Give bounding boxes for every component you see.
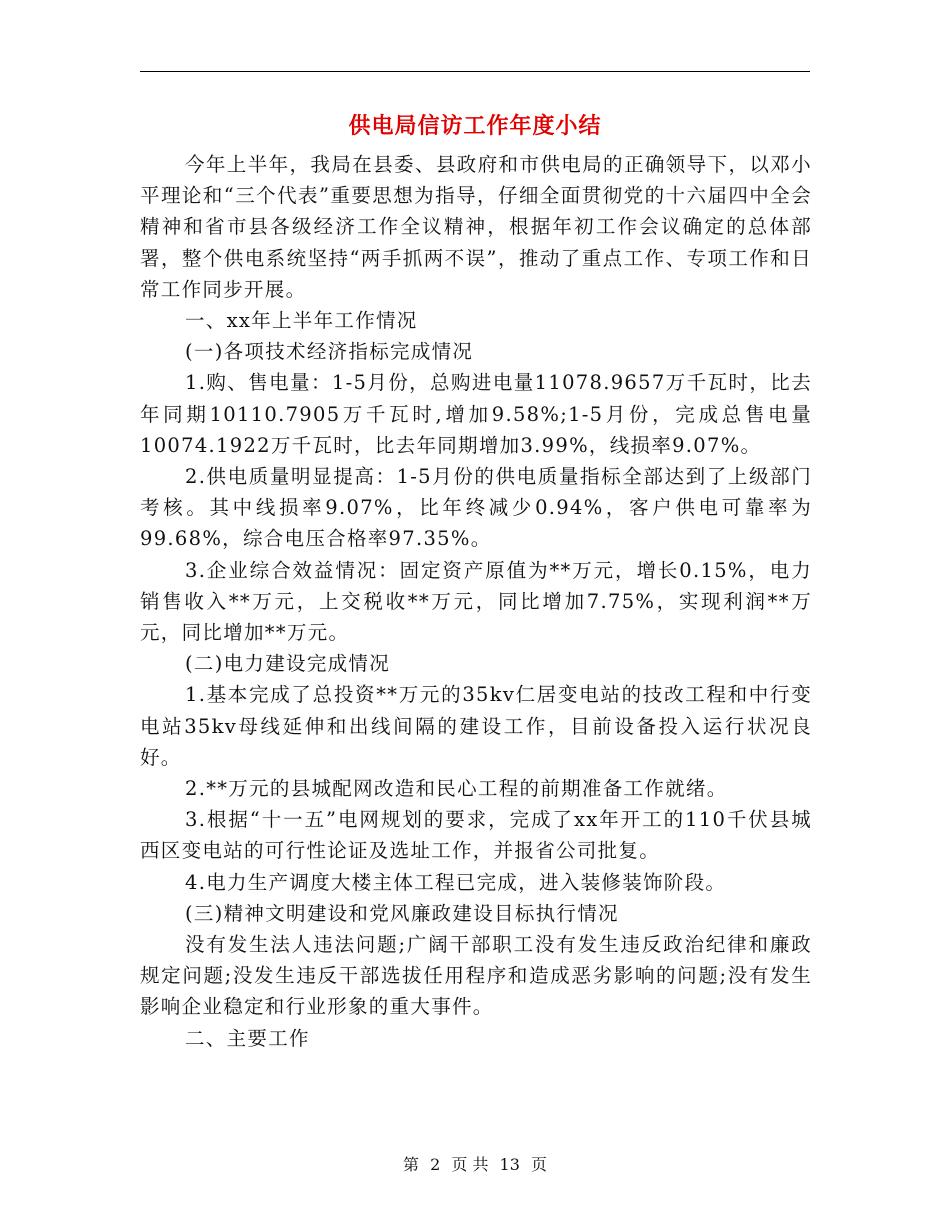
page-footer [0,1153,950,1177]
footer-mid: 页 共 [451,1155,489,1174]
paragraph-intro: 今年上半年，我局在县委、县政府和市供电局的正确领导下，以邓小平理论和“三个代表”重要思想为指导，仔细全面贯彻党的十六届四中全会精神和省市县各级经济工作全议精神，根据年初工作会议确定的总体部署，整个供电系统坚持“两手抓两不误”，推动了重点工作、专项工作和日常工作同步开展。 [140,153,812,301]
footer-prefix: 第 [402,1155,419,1174]
paragraph-electricity-volume: 1.购、售电量：1-5月份，总购进电量11078.9657万千瓦时，比去年同期10110.7905万千瓦时,增加9.58%;1-5月份，完成总售电量10074.1922万千瓦时，比去年同期增加3.99%，线损率9.07%。 [140,371,812,457]
heading-subsection-2: (二)电力建设完成情况 [185,652,391,676]
paragraph-economic-benefit: 3.企业综合效益情况：固定资产原值为**万元，增长0.15%，电力销售收入**万元，上交税收**万元，同比增加7.75%，实现利润**万元，同比增加**万元。 [140,558,812,645]
document-title: 供电局信访工作年度小结 [348,113,602,139]
header-rule [140,71,810,72]
heading-subsection-1: (一)各项技术经济指标完成情况 [185,340,474,364]
footer-page-number: 2 [430,1155,441,1174]
paragraph-supply-quality: 2.供电质量明显提高：1-5月份的供电质量指标全部达到了上级部门考核。其中线损率9.07%，比年终减少0.94%，客户供电可靠率为99.68%，综合电压合格率97.35%。 [140,465,812,551]
heading-section-1: 一、xx年上半年工作情况 [185,309,418,333]
paragraph-construction-3: 3.根据“十一五”电网规划的要求，完成了xx年开工的110千伏县城西区变电站的可行性论证及选址工作，并报省公司批复。 [140,808,812,863]
footer-suffix: 页 [531,1155,548,1174]
footer-total-pages: 13 [499,1155,520,1174]
paragraph-integrity: 没有发生法人违法问题;广阔干部职工没有发生违反政治纪律和廉政规定问题;没发生违反干部选拔任用程序和造成恶劣影响的问题;没有发生影响企业稳定和行业形象的重大事件。 [140,933,812,1019]
document-body [140,149,812,1054]
paragraph-construction-4: 4.电力生产调度大楼主体工程已完成，进入装修装饰阶段。 [185,870,727,894]
heading-subsection-3: (三)精神文明建设和党风廉政建设目标执行情况 [185,901,619,925]
paragraph-construction-1: 1.基本完成了总投资**万元的35kv仁居变电站的技改工程和中行变电站35kv母线延伸和出线间隔的建设工作，目前设备投入运行状况良好。 [140,683,812,769]
paragraph-construction-2: 2.**万元的县城配网改造和民心工程的前期准备工作就绪。 [185,777,728,801]
heading-section-2: 二、主要工作 [185,1026,310,1050]
